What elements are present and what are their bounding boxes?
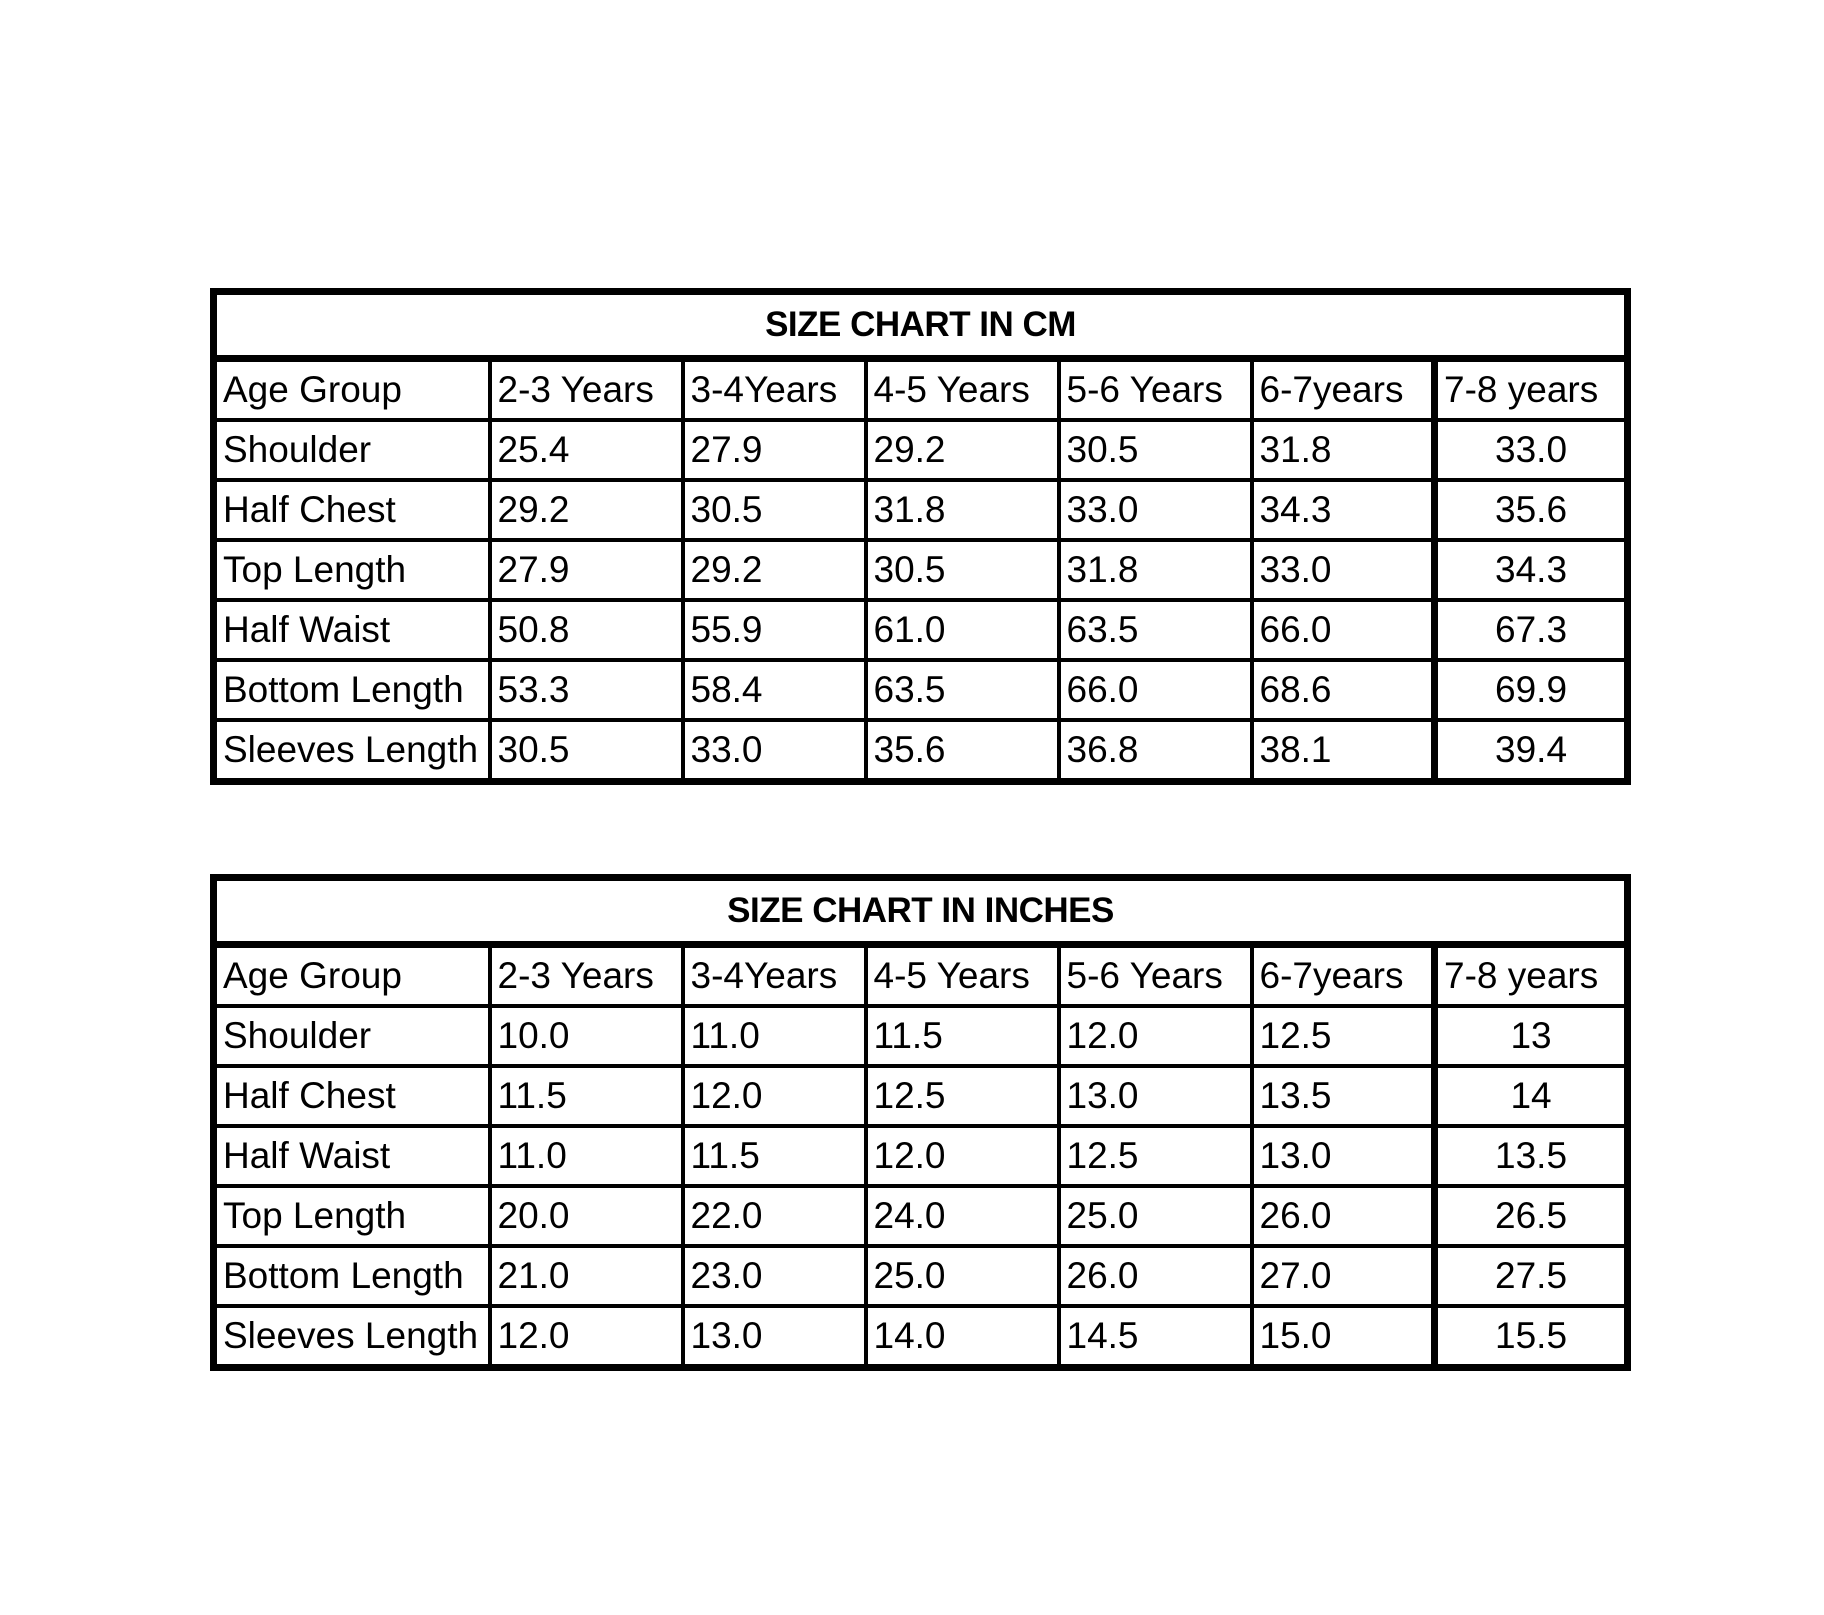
table-row bbox=[214, 660, 1628, 720]
row-label: Sleeves Length bbox=[214, 1306, 490, 1368]
measurement-cell: 13.5 bbox=[1435, 1126, 1628, 1186]
measurement-cell: 29.2 bbox=[683, 540, 866, 600]
measurement-cell: 15.5 bbox=[1435, 1306, 1628, 1368]
row-label: Top Length bbox=[214, 1186, 490, 1246]
measurement-cell: 29.2 bbox=[866, 420, 1059, 480]
measurement-cell: 14 bbox=[1435, 1066, 1628, 1126]
measurement-cell: 34.3 bbox=[1435, 540, 1628, 600]
table-row bbox=[214, 480, 1628, 540]
measurement-cell: 27.5 bbox=[1435, 1246, 1628, 1306]
column-header: 2-3 Years bbox=[490, 359, 683, 421]
column-header: Age Group bbox=[214, 359, 490, 421]
measurement-cell: 33.0 bbox=[1059, 480, 1252, 540]
column-header: 4-5 Years bbox=[866, 359, 1059, 421]
measurement-cell: 26.0 bbox=[1252, 1186, 1435, 1246]
measurement-cell: 12.5 bbox=[1252, 1006, 1435, 1066]
row-label: Top Length bbox=[214, 540, 490, 600]
size-chart-cm-table bbox=[210, 288, 1631, 785]
row-label: Shoulder bbox=[214, 1006, 490, 1066]
measurement-cell: 12.0 bbox=[683, 1066, 866, 1126]
measurement-cell: 13.0 bbox=[1059, 1066, 1252, 1126]
column-header: 6-7years bbox=[1252, 359, 1435, 421]
measurement-cell: 63.5 bbox=[1059, 600, 1252, 660]
measurement-cell: 31.8 bbox=[1252, 420, 1435, 480]
measurement-cell: 24.0 bbox=[866, 1186, 1059, 1246]
measurement-cell: 12.0 bbox=[1059, 1006, 1252, 1066]
title-row bbox=[214, 878, 1628, 945]
measurement-cell: 11.5 bbox=[866, 1006, 1059, 1066]
measurement-cell: 55.9 bbox=[683, 600, 866, 660]
column-header: 5-6 Years bbox=[1059, 945, 1252, 1007]
measurement-cell: 12.5 bbox=[866, 1066, 1059, 1126]
measurement-cell: 69.9 bbox=[1435, 660, 1628, 720]
row-label: Half Waist bbox=[214, 1126, 490, 1186]
measurement-cell: 25.0 bbox=[866, 1246, 1059, 1306]
column-header: 5-6 Years bbox=[1059, 359, 1252, 421]
table-row bbox=[214, 600, 1628, 660]
table-row bbox=[214, 720, 1628, 782]
measurement-cell: 33.0 bbox=[1435, 420, 1628, 480]
column-header: 3-4Years bbox=[683, 359, 866, 421]
measurement-cell: 35.6 bbox=[866, 720, 1059, 782]
table-row bbox=[214, 1066, 1628, 1126]
measurement-cell: 11.5 bbox=[683, 1126, 866, 1186]
measurement-cell: 27.9 bbox=[683, 420, 866, 480]
measurement-cell: 11.5 bbox=[490, 1066, 683, 1126]
chart-title: SIZE CHART IN CM bbox=[214, 292, 1628, 359]
table-row bbox=[214, 1186, 1628, 1246]
table-row bbox=[214, 540, 1628, 600]
measurement-cell: 39.4 bbox=[1435, 720, 1628, 782]
measurement-cell: 50.8 bbox=[490, 600, 683, 660]
measurement-cell: 53.3 bbox=[490, 660, 683, 720]
measurement-cell: 68.6 bbox=[1252, 660, 1435, 720]
measurement-cell: 15.0 bbox=[1252, 1306, 1435, 1368]
measurement-cell: 58.4 bbox=[683, 660, 866, 720]
measurement-cell: 13.0 bbox=[683, 1306, 866, 1368]
table-row bbox=[214, 420, 1628, 480]
measurement-cell: 33.0 bbox=[683, 720, 866, 782]
header-row bbox=[214, 945, 1628, 1007]
measurement-cell: 36.8 bbox=[1059, 720, 1252, 782]
table-row bbox=[214, 1126, 1628, 1186]
row-label: Bottom Length bbox=[214, 660, 490, 720]
measurement-cell: 14.5 bbox=[1059, 1306, 1252, 1368]
measurement-cell: 61.0 bbox=[866, 600, 1059, 660]
row-label: Half Chest bbox=[214, 480, 490, 540]
measurement-cell: 31.8 bbox=[866, 480, 1059, 540]
measurement-cell: 27.9 bbox=[490, 540, 683, 600]
measurement-cell: 10.0 bbox=[490, 1006, 683, 1066]
measurement-cell: 30.5 bbox=[683, 480, 866, 540]
measurement-cell: 38.1 bbox=[1252, 720, 1435, 782]
row-label: Shoulder bbox=[214, 420, 490, 480]
measurement-cell: 26.5 bbox=[1435, 1186, 1628, 1246]
measurement-cell: 13.5 bbox=[1252, 1066, 1435, 1126]
measurement-cell: 22.0 bbox=[683, 1186, 866, 1246]
measurement-cell: 30.5 bbox=[490, 720, 683, 782]
measurement-cell: 12.0 bbox=[490, 1306, 683, 1368]
chart-title: SIZE CHART IN INCHES bbox=[214, 878, 1628, 945]
column-header: 3-4Years bbox=[683, 945, 866, 1007]
header-row bbox=[214, 359, 1628, 421]
measurement-cell: 25.4 bbox=[490, 420, 683, 480]
row-label: Sleeves Length bbox=[214, 720, 490, 782]
size-chart-inches-table bbox=[210, 874, 1631, 1371]
measurement-cell: 20.0 bbox=[490, 1186, 683, 1246]
measurement-cell: 12.5 bbox=[1059, 1126, 1252, 1186]
measurement-cell: 29.2 bbox=[490, 480, 683, 540]
column-header: 2-3 Years bbox=[490, 945, 683, 1007]
measurement-cell: 11.0 bbox=[683, 1006, 866, 1066]
column-header: 4-5 Years bbox=[866, 945, 1059, 1007]
measurement-cell: 12.0 bbox=[866, 1126, 1059, 1186]
title-row bbox=[214, 292, 1628, 359]
table-row bbox=[214, 1306, 1628, 1368]
measurement-cell: 63.5 bbox=[866, 660, 1059, 720]
measurement-cell: 13 bbox=[1435, 1006, 1628, 1066]
row-label: Half Waist bbox=[214, 600, 490, 660]
measurement-cell: 67.3 bbox=[1435, 600, 1628, 660]
measurement-cell: 21.0 bbox=[490, 1246, 683, 1306]
row-label: Bottom Length bbox=[214, 1246, 490, 1306]
measurement-cell: 14.0 bbox=[866, 1306, 1059, 1368]
column-header: 7-8 years bbox=[1435, 945, 1628, 1007]
measurement-cell: 31.8 bbox=[1059, 540, 1252, 600]
table-row bbox=[214, 1006, 1628, 1066]
column-header: 6-7years bbox=[1252, 945, 1435, 1007]
row-label: Half Chest bbox=[214, 1066, 490, 1126]
measurement-cell: 13.0 bbox=[1252, 1126, 1435, 1186]
measurement-cell: 66.0 bbox=[1252, 600, 1435, 660]
table-row bbox=[214, 1246, 1628, 1306]
column-header: 7-8 years bbox=[1435, 359, 1628, 421]
measurement-cell: 66.0 bbox=[1059, 660, 1252, 720]
measurement-cell: 33.0 bbox=[1252, 540, 1435, 600]
measurement-cell: 35.6 bbox=[1435, 480, 1628, 540]
measurement-cell: 26.0 bbox=[1059, 1246, 1252, 1306]
measurement-cell: 23.0 bbox=[683, 1246, 866, 1306]
measurement-cell: 25.0 bbox=[1059, 1186, 1252, 1246]
measurement-cell: 30.5 bbox=[866, 540, 1059, 600]
measurement-cell: 34.3 bbox=[1252, 480, 1435, 540]
measurement-cell: 30.5 bbox=[1059, 420, 1252, 480]
measurement-cell: 27.0 bbox=[1252, 1246, 1435, 1306]
column-header: Age Group bbox=[214, 945, 490, 1007]
measurement-cell: 11.0 bbox=[490, 1126, 683, 1186]
